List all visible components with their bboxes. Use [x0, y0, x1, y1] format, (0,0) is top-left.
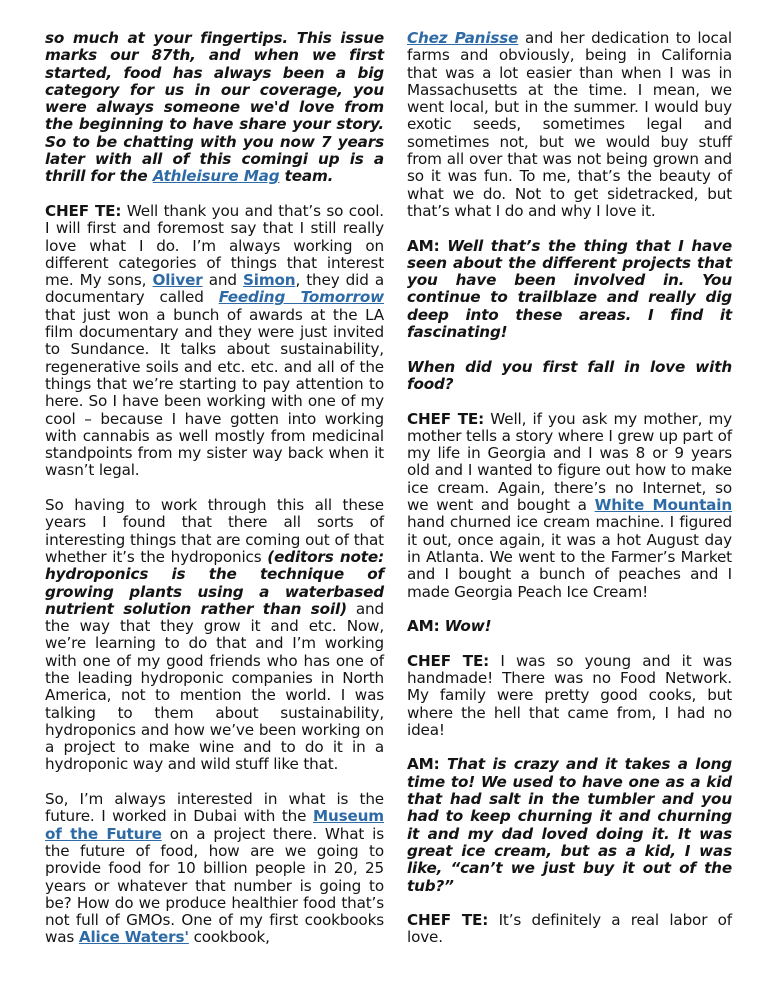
speaker-label: CHEF TE:	[407, 409, 485, 428]
answer-paragraph	[45, 497, 384, 774]
answer-text: hand churned ice cream machine. I figured it out, once again, it was a hot August day in Atlanta. We went to the Farmer’s Market and I bought a bunch of peaches and I made Georgia Peach Ice Cream!	[407, 513, 732, 601]
speaker-label: CHEF TE:	[407, 651, 490, 670]
answer-text: Well thank you and that’s so cool. I will first and foremost say that I still really love what I do. I’m always working on different categories of things that interest me. My sons,	[45, 201, 384, 290]
answer-text: cookbook,	[188, 928, 270, 947]
answer-text: and	[202, 271, 243, 290]
answer-text: on a project there. What is the future of food, how are we going to provide food for 10 billion people in 20, 25 years or whatever that number is going to be? How do we produce healthier food that’s not full of GMOs. One of my first cookbooks was	[45, 824, 384, 947]
answer-text: and her dedication to local farms and obviously, being in California that was a lot easier than when I was in Massachusetts at the time. I mean, we went local, but in the summer. I would buy exotic seeds, sometimes legal and sometimes not, but we would buy stuff from all over that was not being grown and so it was fun. To me, that’s the beauty of what we do. Not to get sidetracked, but that’s what I do and why I love it.	[407, 29, 732, 220]
question-text: Wow!	[439, 617, 492, 636]
interview-question	[45, 30, 384, 186]
museum-of-the-future-link[interactable]: Museum of the Future	[45, 807, 384, 843]
question-text: That is crazy and it takes a long time to! We used to have one as a kid that had salt in the tumbler and you had to keep churning it and churning it and my dad loved doing it. It was great ice cream, but as a kid, I was like, “can’t we just buy it out of the tub?”	[407, 755, 732, 895]
right-column	[407, 30, 732, 964]
speaker-label: AM:	[407, 755, 440, 774]
editors-note: (editors note: hydroponics is the technique of growing plants using a waterbased nutrient solution rather than soil)	[45, 547, 384, 618]
answer-text: So, I’m always interested in what is the future. I worked in Dubai with the	[45, 790, 384, 826]
interview-question	[407, 238, 732, 342]
chef-answer	[407, 411, 732, 601]
answer-text: that just won a bunch of awards at the LA film documentary and they were just invited to Sundance. It talks about sustainability, regenerative soils and etc. etc. and all of the things that we’re starting to pay attention to here. So I have been working with one of my cool – because I have gotten into working with cannabis as well mostly from medicinal standpoints from my sister way back when it wasn’t legal.	[45, 305, 384, 480]
speaker-label: CHEF TE:	[407, 911, 489, 930]
answer-text: So having to work through this all these years I found that there all sorts of interesting things that are coming out of that whether it’s the hydroponics	[45, 496, 384, 566]
speaker-label: AM:	[407, 617, 440, 636]
interview-question	[407, 618, 732, 635]
feeding-tomorrow-link[interactable]: Feeding Tomorrow	[218, 288, 384, 307]
chef-answer	[407, 912, 732, 947]
question-text: so much at your fingertips. This issue marks our 87th, and when we first started, food has always been a big category for us in our coverage, you were always someone we'd love from the beginning to have share your story. So to be chatting with you now 7 years later with all of this comingi up is a thrill for the	[45, 29, 384, 186]
chef-answer	[45, 203, 384, 480]
answer-text: It’s definitely a real labor of love.	[407, 911, 732, 947]
white-mountain-link[interactable]: White Mountain	[594, 496, 732, 515]
speaker-label: CHEF TE:	[45, 201, 122, 220]
simon-link[interactable]: Simon	[242, 271, 296, 290]
question-text-end: team.	[279, 167, 334, 186]
answer-paragraph	[45, 791, 384, 947]
athleisure-mag-link[interactable]: Athleisure Mag	[152, 167, 280, 186]
question-text: Well that’s the thing that I have seen about the different projects that you have been involved in. You continue to trailblaze and really dig deep into these areas. I find it fascinating!	[407, 236, 732, 342]
chez-panisse-link[interactable]: Chez Panisse	[407, 29, 519, 47]
left-column	[45, 30, 384, 964]
answer-text: I was so young and it was handmade! There was no Food Network. My family were pretty good cooks, but where the hell that came from, I had no idea!	[407, 651, 732, 739]
answer-text: and the way that they grow it and etc. Now, we’re learning to do that and I’m working with one of my good friends who has one of the leading hydroponic companies in North America, not to mention the world. I was talking to them about sustainability, hydroponics and how we’ve been working on a project to make wine and to do it in a hydroponic way and wild stuff like that.	[45, 599, 384, 774]
answer-paragraph	[407, 30, 732, 220]
alice-waters-link[interactable]: Alice Waters'	[78, 928, 189, 947]
interview-question: When did you first fall in love with food?	[407, 357, 732, 393]
answer-text: Well, if you ask my mother, my mother tells a story where I grew up part of my life in Georgia and I was 8 or 9 years old and I wanted to figure out how to make ice cream. Again, there’s no Internet, so we went and bought a	[407, 409, 732, 515]
interview-question	[407, 756, 732, 894]
speaker-label: AM:	[407, 236, 440, 255]
chef-answer	[407, 653, 732, 739]
oliver-link[interactable]: Oliver	[152, 271, 203, 290]
answer-text: , they did a documentary called	[45, 271, 384, 307]
